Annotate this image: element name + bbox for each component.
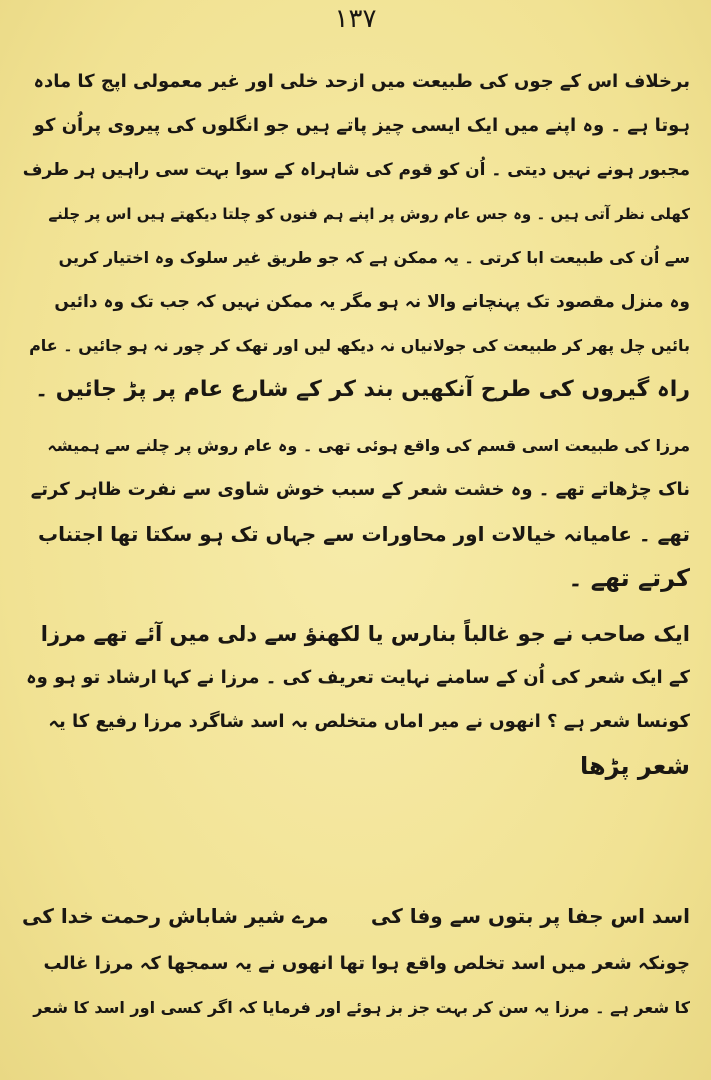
text-line: وہ منزل مقصود تک پہنچانے والا نہ ہو مگر یہ ممکن نہیں کہ جب تک وہ دائیں [54,292,690,312]
text-line: بائیں چل پھر کر طبیعت کی جولانیاں نہ دیکھ لیں اور تھک کر چور نہ ہو جائیں ۔ عام [29,336,690,355]
body-text-after-verse [22,942,690,1030]
paragraph-gap [22,600,690,612]
verse-hemistich-second: مرے شیر شاباش رحمت خدا کی [22,904,329,928]
text-line: چونکہ شعر میں اسد تخلص واقع ہوا تھا انھوں نے یہ سمجھا کہ مرزا غالب [43,953,690,974]
text-line: سے اُن کی طبیعت ابا کرتی ۔ یہ ممکن ہے کہ جو طریق غیر سلوک وہ اختیار کریں [58,248,690,267]
text-line: کھلی نظر آتی ہیں ۔ وہ جس عام روش پر اپنے ہم فنوں کو چلتا دیکھتے ہیں اس پر چلنے [48,205,690,223]
text-line: تھے ۔ عامیانہ خیالات اور محاورات سے جہاں تک ہو سکتا تھا اجتناب [38,522,690,546]
body-text-before-verse [22,60,690,788]
text-line: ایک صاحب نے جو غالباً بنارس یا لکھنؤ سے دلی میں آئے تھے مرزا [40,622,690,646]
text-line: کونسا شعر ہے ؟ انھوں نے میر اماں متخلص بہ اسد شاگرد مرزا رفیع کا یہ [48,711,690,732]
text-line: ہوتا ہے ۔ وہ اپنے میں ایک ایسی چیز پاتے ہیں جو انگلوں کی پیروی پراُن کو [33,115,690,136]
text-line: مجبور ہونے نہیں دیتی ۔ اُن کو قوم کی شاہراہ کے سوا بہت سی راہیں ہر طرف [22,160,690,180]
text-line: مرزا کی طبیعت اسی قسم کی واقع ہوئی تھی ۔ وہ عام روش پر چلنے سے ہمیشہ [47,436,690,455]
text-line: کا شعر ہے ۔ مرزا یہ سن کر بہت جز بز ہوئے اور فرمایا کہ اگر کسی اور اسد کا شعر [33,998,690,1017]
poetry-verse [22,894,690,938]
text-line: شعر پڑھا [579,752,690,780]
page-number: ۱۳۷ [334,4,377,34]
paragraph-gap [22,412,690,424]
text-line: راہ گیروں کی طرح آنکھیں بند کر کے شارع عام پر پڑ جائیں ۔ [35,377,690,402]
text-line: کرتے تھے ۔ [568,564,690,592]
text-line: کے ایک شعر کی اُن کے سامنے نہایت تعریف کی ۔ مرزا نے کہا ارشاد تو ہو وہ [26,667,690,688]
text-line: برخلاف اس کے جوں کی طبیعت میں ازحد خلی اور غیر معمولی اپج کا مادہ [33,71,690,92]
verse-hemistich-first: اسد اس جفا پر بتوں سے وفا کی [370,904,690,928]
text-line: ناک چڑھاتے تھے ۔ وہ خشت شعر کے سبب خوش شاوی سے نفرت ظاہر کرتے [30,479,690,500]
